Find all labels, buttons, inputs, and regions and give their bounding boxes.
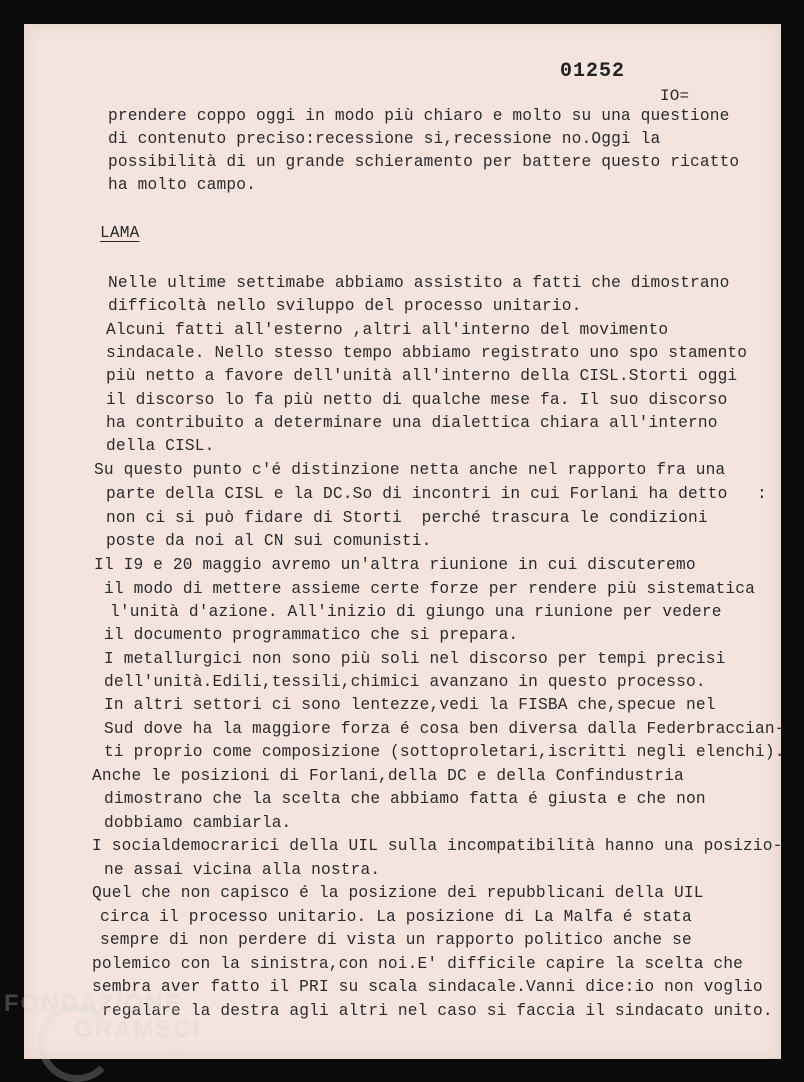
text-line: il documento programmatico che si prepara. bbox=[104, 626, 519, 644]
page-number: IO= bbox=[660, 87, 690, 105]
text-line: circa il processo unitario. La posizione di La Malfa é stata bbox=[100, 908, 692, 926]
speaker-heading: LAMA bbox=[100, 224, 140, 242]
text-line: polemico con la sinistra,con noi.E' difficile capire la scelta che bbox=[92, 955, 744, 973]
text-line: I socialdemocrarici della UIL sulla incompatibilità hanno una posizio- bbox=[92, 837, 783, 855]
text-line: sembra aver fatto il PRI su scala sindacale.Vanni dice:io non voglio bbox=[92, 978, 763, 996]
text-line: dimostrano che la scelta che abbiamo fatta é giusta e che non bbox=[104, 790, 706, 808]
text-line: Quel che non capisco é la posizione dei repubblicani della UIL bbox=[92, 884, 704, 902]
text-line: Su questo punto c'é distinzione netta anche nel rapporto fra una bbox=[94, 461, 726, 479]
text-line: Sud dove ha la maggiore forza é cosa ben diversa dalla Federbraccian- bbox=[104, 720, 785, 738]
text-line: l'unità d'azione. All'inizio di giungo una riunione per vedere bbox=[110, 603, 722, 621]
text-line: non ci si può fidare di Storti perché trascura le condizioni bbox=[106, 509, 708, 527]
text-line: Il I9 e 20 maggio avremo un'altra riunione in cui discuteremo bbox=[94, 556, 696, 574]
text-line: parte della CISL e la DC.So di incontri in cui Forlani ha detto : bbox=[106, 485, 767, 503]
watermark-line-3: onlus bbox=[166, 1048, 191, 1058]
text-line: In altri settori ci sono lentezze,vedi la FISBA che,specue nel bbox=[104, 696, 716, 714]
text-line: ne assai vicina alla nostra. bbox=[104, 861, 381, 879]
document-page bbox=[24, 24, 785, 1059]
text-line: poste da noi al CN sui comunisti. bbox=[106, 532, 432, 550]
text-line: il discorso lo fa più netto di qualche mese fa. Il suo discorso bbox=[106, 391, 728, 409]
text-line: sindacale. Nello stesso tempo abbiamo registrato uno spo stamento bbox=[106, 344, 748, 362]
text-line: difficoltà nello sviluppo del processo unitario. bbox=[108, 297, 582, 315]
text-line: ha molto campo. bbox=[108, 176, 256, 194]
text-line: Anche le posizioni di Forlani,della DC e della Confindustria bbox=[92, 767, 684, 785]
text-line: possibilità di un grande schieramento per battere questo ricatto bbox=[108, 153, 740, 171]
text-line: dobbiamo cambiarla. bbox=[104, 814, 292, 832]
text-line: di contenuto preciso:recessione si,recessione no.Oggi la bbox=[108, 130, 661, 148]
text-line: Nelle ultime settimabe abbiamo assistito a fatti che dimostrano bbox=[108, 274, 730, 292]
text-line: ti proprio come composizione (sottoproletari,iscritti negli elenchi). bbox=[104, 743, 785, 761]
text-line: regalare la destra agli altri nel caso si faccia il sindacato unito. bbox=[102, 1002, 773, 1020]
text-line: Alcuni fatti all'esterno ,altri all'interno del movimento bbox=[106, 321, 669, 339]
text-line: ha contribuito a determinare una dialettica chiara all'interno bbox=[106, 414, 718, 432]
watermark-line-2: GRAMSCI bbox=[74, 1016, 202, 1043]
text-line: più netto a favore dell'unità all'interno della CISL.Storti oggi bbox=[106, 367, 738, 385]
text-line: I metallurgici non sono più soli nel discorso per tempi precisi bbox=[104, 650, 726, 668]
document-number: 01252 bbox=[560, 60, 626, 83]
watermark-line-1: FONDAZIONE bbox=[4, 990, 183, 1017]
text-line: il modo di mettere assieme certe forze per rendere più sistematica bbox=[104, 580, 756, 598]
text-line: della CISL. bbox=[106, 437, 215, 455]
text-line: sempre di non perdere di vista un rapporto politico anche se bbox=[100, 931, 692, 949]
text-line: dell'unità.Edili,tessili,chimici avanzano in questo processo. bbox=[104, 673, 706, 691]
text-line: prendere coppo oggi in modo più chiaro e molto su una questione bbox=[108, 107, 730, 125]
